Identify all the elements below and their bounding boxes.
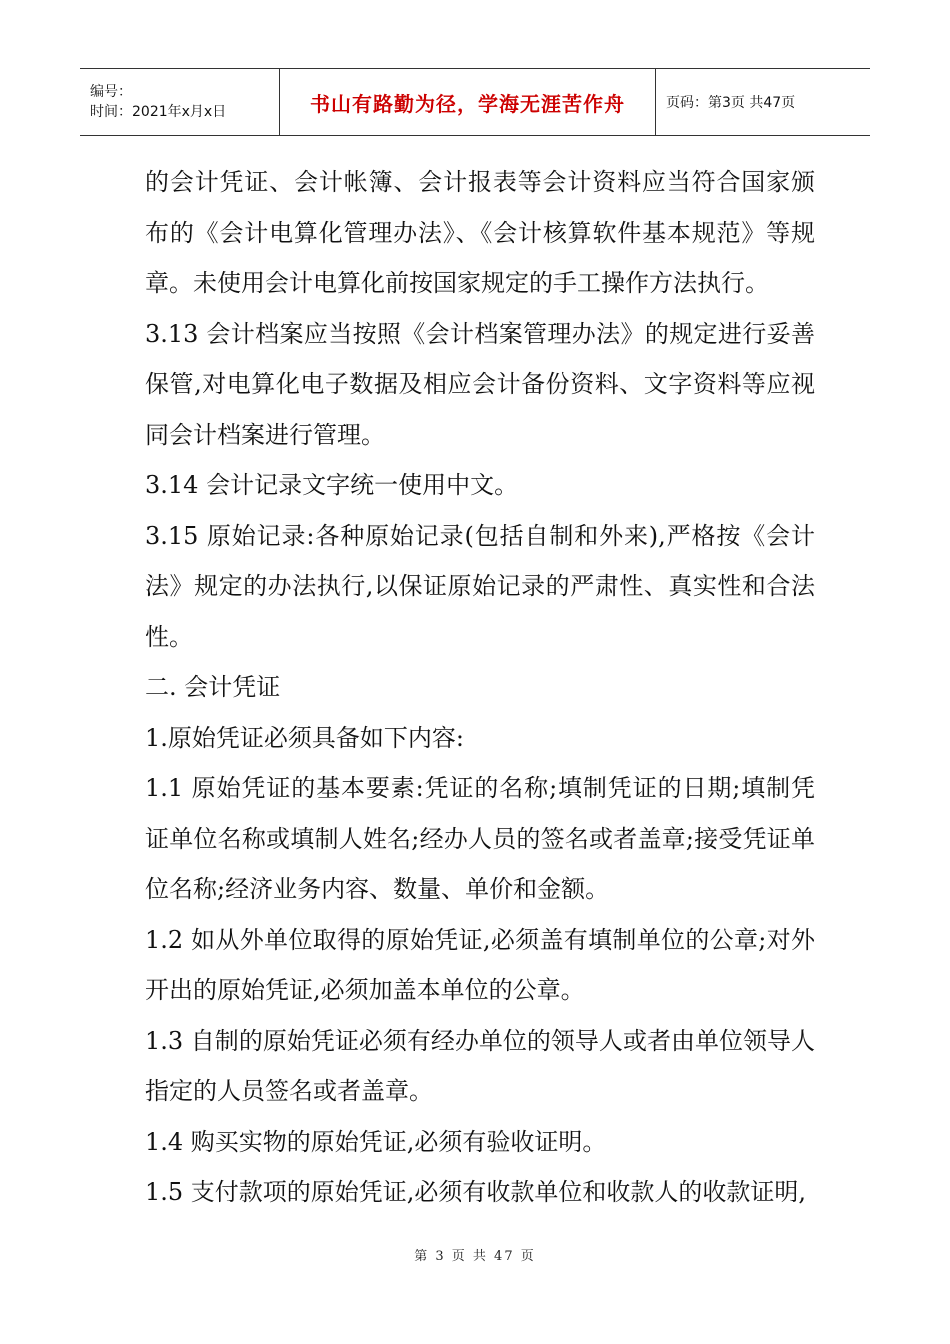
paragraph: 1.5 支付款项的原始凭证,必须有收款单位和收款人的收款证明,	[145, 1178, 807, 1206]
paragraph: 1.1 原始凭证的基本要素:凭证的名称;填制凭证的日期;填制凭证单位名称或填制人姓名;经办人员的签名或者盖章;接受凭证单位名称;经济业务内容、数量、单价和金额。	[145, 774, 815, 903]
document-number-label: 编号：	[90, 84, 132, 100]
document-body	[145, 157, 815, 1218]
document-time: 时间：2021年x月x日	[90, 104, 227, 120]
header-motto-cell	[280, 69, 656, 135]
section-heading: 二. 会计凭证	[145, 673, 281, 701]
header-meta	[80, 69, 280, 135]
paragraph: 的会计凭证、会计帐簿、会计报表等会计资料应当符合国家颁布的《会计电算化管理办法》、《会计核算软件基本规范》等规章。未使用会计电算化前按国家规定的手工操作方法执行。	[145, 168, 815, 297]
header-page-cell	[656, 69, 870, 135]
paragraph: 1.原始凭证必须具备如下内容:	[145, 723, 464, 752]
document-header	[80, 68, 870, 136]
paragraph: 1.3 自制的原始凭证必须有经办单位的领导人或者由单位领导人指定的人员签名或者盖章。	[145, 1026, 815, 1105]
header-motto: 书山有路勤为径，学海无涯苦作舟	[310, 91, 625, 116]
paragraph: 1.2 如从外单位取得的原始凭证,必须盖有填制单位的公章;对外开出的原始凭证,必须加盖本单位的公章。	[145, 925, 815, 1004]
paragraph: 3.15 原始记录:各种原始记录(包括自制和外来),严格按《会计法》规定的办法执行,以保证原始记录的严肃性、真实性和合法性。	[145, 521, 815, 651]
paragraph: 3.13 会计档案应当按照《会计档案管理办法》的规定进行妥善保管,对电算化电子数据及相应会计备份资料、文字资料等应视同会计档案进行管理。	[145, 319, 815, 449]
header-page-info: 页码：第3页 共47页	[666, 95, 796, 111]
page-footer: 第 3 页 共 47 页	[414, 1249, 536, 1264]
paragraph: 3.14 会计记录文字统一使用中文。	[145, 471, 519, 499]
paragraph: 1.4 购买实物的原始凭证,必须有验收证明。	[145, 1127, 607, 1156]
